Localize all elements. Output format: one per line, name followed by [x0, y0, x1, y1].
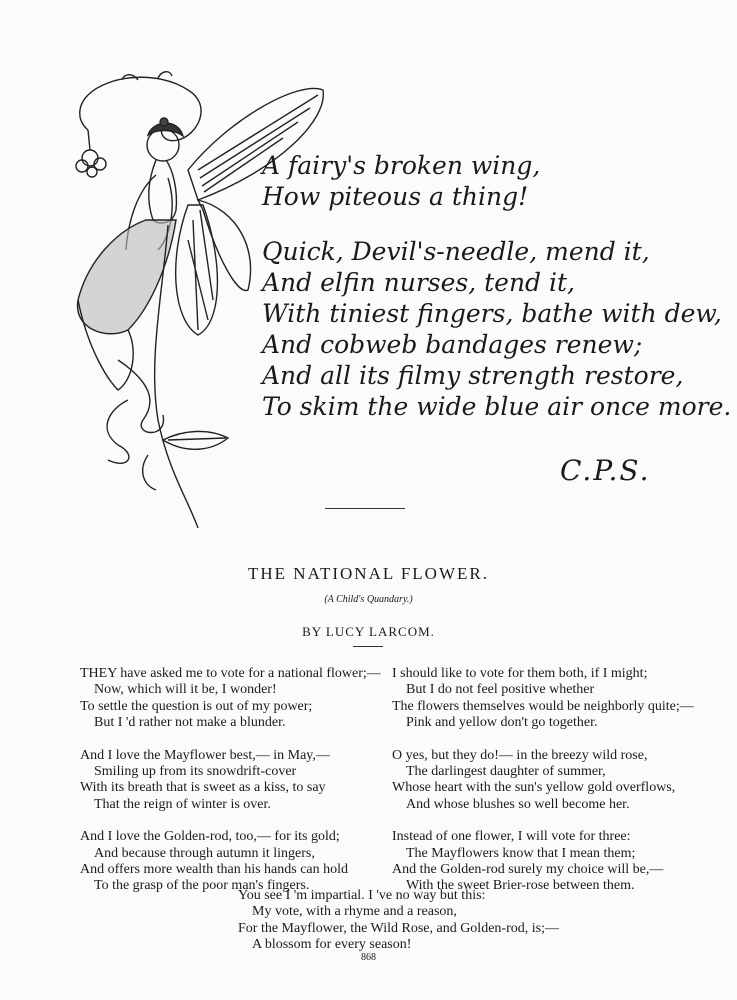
- poem-line: The darlingest daughter of summer,: [406, 764, 606, 780]
- poem-line: That the reign of winter is over.: [94, 796, 271, 812]
- stanza: [392, 829, 712, 895]
- stanza: [80, 666, 400, 732]
- verse-signature: C.P.S.: [560, 454, 651, 487]
- page-number: 868: [361, 952, 376, 963]
- poem-title: THE NATIONAL FLOWER.: [248, 564, 489, 583]
- poem-subtitle: (A Child's Quandary.): [324, 594, 413, 605]
- divider: [353, 646, 383, 647]
- poem-line: And offers more wealth than his hands can hold: [80, 862, 349, 878]
- poem-line: To the grasp of the poor man's fingers.: [94, 878, 310, 894]
- verse-line: Quick, Devil's-needle, mend it,: [262, 237, 650, 266]
- poem-line: Instead of one flower, I will vote for three:: [392, 829, 631, 845]
- closing-stanza: [238, 888, 638, 954]
- verse-line: And elfin nurses, tend it,: [262, 268, 576, 297]
- poem-line: And the Golden-rod surely my choice will be,—: [392, 862, 664, 878]
- poem-line: With its breath that is sweet as a kiss, to say: [80, 780, 326, 796]
- verse-line: To skim the wide blue air once more.: [262, 392, 732, 421]
- poem-line: Pink and yellow don't go together.: [406, 715, 598, 731]
- poem-line: With the sweet Brier-rose between them.: [406, 878, 635, 894]
- poem-line: The flowers themselves would be neighborly quite;—: [392, 698, 694, 714]
- poem-line: And I love the Golden-rod, too,— for its gold;: [80, 829, 340, 845]
- verse-line: And cobweb bandages renew;: [262, 330, 643, 359]
- stanza: [80, 829, 400, 895]
- poem-line: Whose heart with the sun's yellow gold overflows,: [392, 780, 676, 796]
- poem-line: THEY have asked me to vote for a national flower;—: [80, 666, 381, 681]
- verse-line: How piteous a thing!: [262, 182, 529, 211]
- poem-line: My vote, with a rhyme and a reason,: [252, 904, 457, 920]
- poem-line: For the Mayflower, the Wild Rose, and Golden-rod, is;—: [238, 920, 559, 936]
- poem-line: And because through autumn it lingers,: [94, 845, 315, 861]
- poem-right-column: [392, 666, 712, 911]
- poem-byline: BY LUCY LARCOM.: [302, 624, 435, 639]
- poem-line: You see I 'm impartial. I 've no way but this:: [238, 888, 486, 903]
- poem-line: But I do not feel positive whether: [406, 682, 595, 698]
- poem-line: I should like to vote for them both, if I might;: [392, 666, 648, 681]
- stanza: [392, 666, 712, 732]
- poem-line: Now, which will it be, I wonder!: [94, 682, 277, 698]
- poem-left-column: [80, 666, 400, 911]
- fairy-verse: [262, 150, 732, 422]
- verse-line: A fairy's broken wing,: [262, 151, 541, 180]
- stanza: [392, 748, 712, 814]
- poem-line: O yes, but they do!— in the breezy wild rose,: [392, 747, 648, 763]
- poem-line: To settle the question is out of my power;: [80, 698, 313, 714]
- verse-line: And all its filmy strength restore,: [262, 361, 684, 390]
- verse-line: With tiniest fingers, bathe with dew,: [262, 299, 722, 328]
- poem-line: And whose blushes so well become her.: [406, 796, 630, 812]
- divider: [325, 508, 405, 509]
- stanza: [80, 748, 400, 814]
- poem-line: And I love the Mayflower best,— in May,—: [80, 747, 330, 763]
- poem-line: Smiling up from its snowdrift-cover: [94, 764, 297, 780]
- poem-line: But I 'd rather not make a blunder.: [94, 715, 286, 731]
- poem-line: A blossom for every season!: [252, 937, 412, 953]
- poem-line: The Mayflowers know that I mean them;: [406, 845, 636, 861]
